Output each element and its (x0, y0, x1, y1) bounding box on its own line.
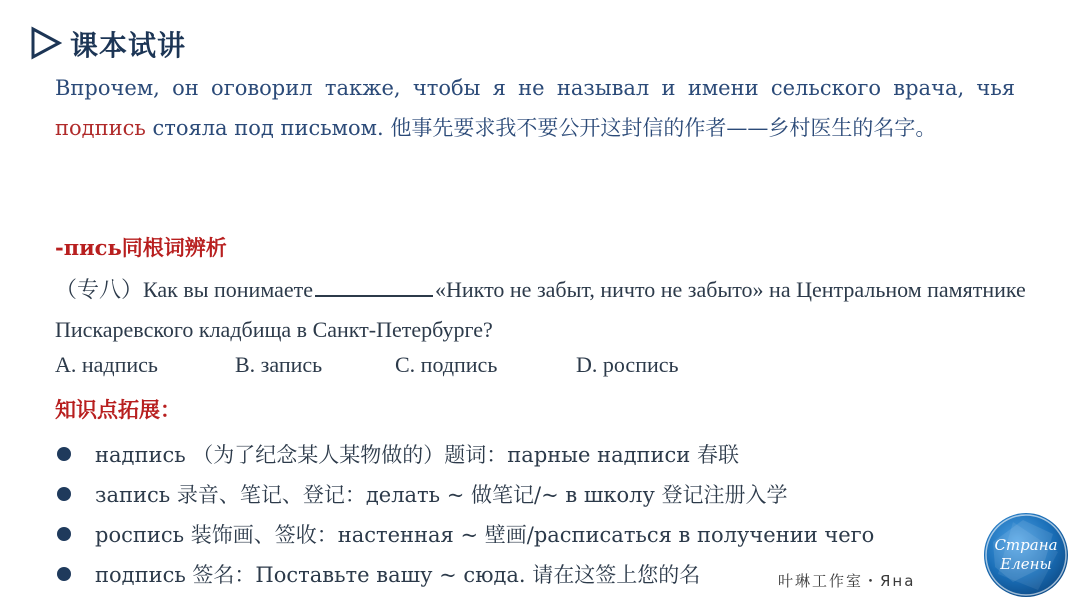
list-item-text: роспись 装饰画、签收：настенная ~ 壁画/расписаться в получении чего (95, 523, 875, 547)
question-text (55, 270, 1045, 350)
question-suffix: «Никто не забыт, ничто не забыто» на Центральном памятнике Пискаревского кладбища в Санкт-Петербурге? (55, 277, 1026, 342)
paragraph-text-part1: Впрочем, он оговорил также, чтобы я не называл и имени сельского врача, чья (55, 76, 1015, 100)
question-prefix: （专八）Как вы понимаете (55, 277, 314, 302)
list-item (55, 434, 739, 474)
list-item-text: запись 录音、笔记、登记：делать ~ 做笔记/~ в школу 登记注册入学 (95, 483, 788, 507)
paragraph-text-part2: стояла под письмом. 他事先要求我不要公开这封信的作者——乡村医生的名字。 (145, 116, 937, 140)
logo-line2: Елены (1000, 555, 1052, 573)
option-d: D. роспись (576, 352, 679, 377)
section-title: -пись同根词辨析 (55, 235, 227, 260)
option-a: A. надпись (55, 352, 158, 377)
studio-logo (983, 512, 1069, 598)
list-item (55, 554, 700, 594)
list-item (55, 474, 788, 514)
bullet-dot-icon (57, 567, 71, 581)
bullet-dot-icon (57, 447, 71, 461)
list-item-text: надпись （为了纪念某人某物做的）题词：парные надписи 春联 (95, 443, 739, 467)
option-b: B. запись (235, 352, 323, 377)
option-c: C. подпись (395, 352, 498, 377)
bullet-dot-icon (57, 487, 71, 501)
page-title: 课本试讲 (70, 29, 187, 62)
bullet-dot-icon (57, 527, 71, 541)
list-item-text: подпись 签名：Поставьте вашу ~ сюда. 请在这签上您的名 (95, 563, 701, 587)
list-item (55, 514, 874, 554)
intro-paragraph (55, 68, 1015, 148)
play-triangle-outline-icon (30, 26, 62, 60)
highlighted-word: подпись (55, 116, 146, 140)
watermark-text: 叶琳工作室・Яна (778, 572, 916, 590)
logo-line1: Страна (994, 536, 1058, 554)
extension-title: 知识点拓展： (55, 397, 181, 422)
answer-blank (315, 273, 433, 297)
